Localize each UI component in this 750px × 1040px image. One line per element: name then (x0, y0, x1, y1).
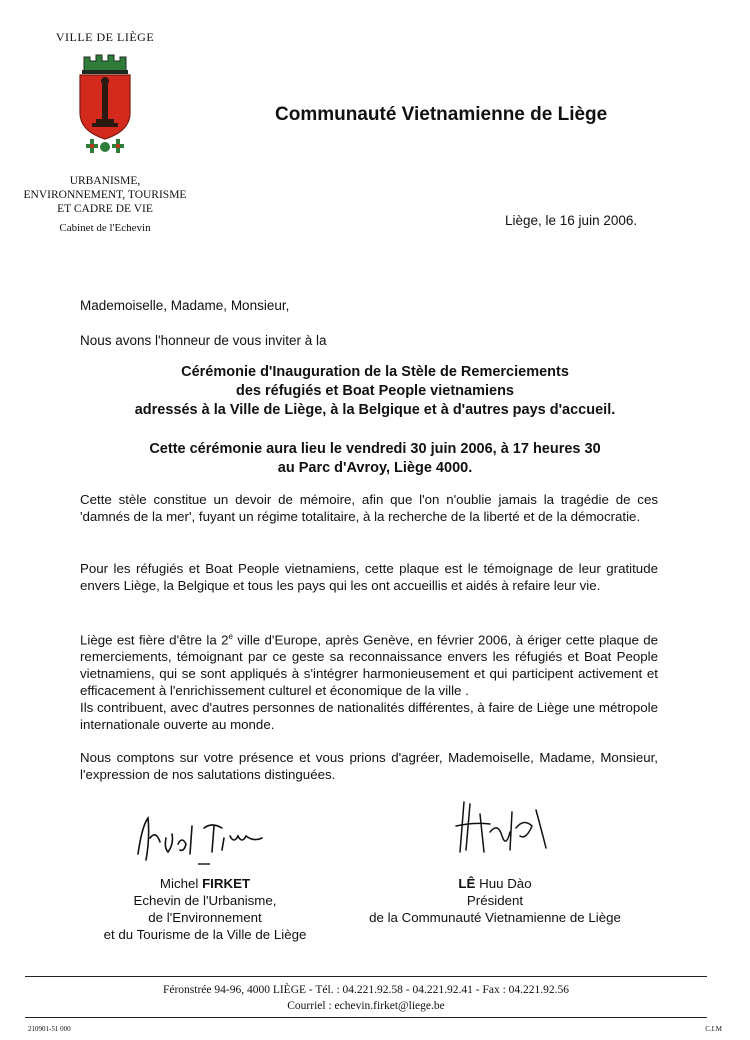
footer-rule-bottom (25, 1017, 707, 1018)
cabinet-label: Cabinet de l'Echevin (59, 222, 151, 234)
letterhead (10, 30, 200, 234)
footer-rule-top (25, 976, 707, 977)
footer-contact: Féronstrée 94-96, 4000 LIÈGE - Tél. : 04.221.92.58 - 04.221.92.41 - Fax : 04.221.92.56 Courriel : echevin.firket@liege.be (162, 984, 570, 1012)
salutation: Mademoiselle, Madame, Monsieur, (80, 298, 290, 313)
paragraph-city: Liège est fière d'être la 2e ville d'Europe, après Genève, en février 2006, à ériger cette plaque de remerciements, témoignant par ce geste sa reconnaissance envers les réfugiés et Boat People vietnamiens, qui se sont appliqués à s'intégrer harmonieusement et qui participent activement et efficacement à l'enrichissement culturel et économique de la ville . Ils contribuent, avec d'autres personnes de nationalités différentes, à faire de Liège une métropole internationale ouverte au monde. (80, 632, 659, 733)
letter-date: Liège, le 16 juin 2006. (505, 213, 638, 228)
paragraph-gratitude: Pour les réfugiés et Boat People vietnamiens, cette plaque est le témoignage de leur gratitude envers Liège, la Belgique et tous les pays qui les ont accueillis et aidés à refaire leur vie. (80, 561, 658, 593)
invitation-intro: Nous avons l'honneur de vous inviter à la (80, 333, 327, 348)
footer-ref-right: C.I.M (705, 1025, 722, 1033)
footer-ref-left: 210901-51 000 (28, 1025, 71, 1033)
signatory-firket: Michel FIRKET Echevin de l'Urbanisme, de l'Environnement et du Tourisme de la Ville de Liège (103, 876, 307, 942)
coat-of-arms-icon (70, 51, 140, 161)
signature-firket-icon (130, 808, 280, 870)
city-name: VILLE DE LIÈGE (55, 30, 155, 44)
department-name: URBANISME, ENVIRONNEMENT, TOURISME ET CADRE DE VIE (23, 175, 187, 215)
ceremony-title: Cérémonie d'Inauguration de la Stèle de Remerciements des réfugiés et Boat People vietnamiens adressés à la Ville de Liège, à la Belgique et à d'autres pays d'accueil. (134, 364, 616, 418)
organization-name: Communauté Vietnamienne de Liège (275, 104, 608, 125)
paragraph-memory: Cette stèle constitue un devoir de mémoire, afin que l'on n'oublie jamais la tragédie de ces 'damnés de la mer', fuyant un régime totalitaire, à la recherche de la liberté et de la démocratie. (80, 492, 658, 524)
signatory-le: LÊ Huu Dào Président de la Communauté Vietnamienne de Liège (369, 876, 621, 925)
ceremony-date-place: Cette cérémonie aura lieu le vendredi 30 juin 2006, à 17 heures 30 au Parc d'Avroy, Liège 4000. (149, 441, 601, 476)
paragraph-closing: Nous comptons sur votre présence et vous prions d'agréer, Mademoiselle, Madame, Monsieur, l'expression de nos salutations distinguées. (80, 750, 658, 782)
signature-le-icon (450, 792, 560, 862)
